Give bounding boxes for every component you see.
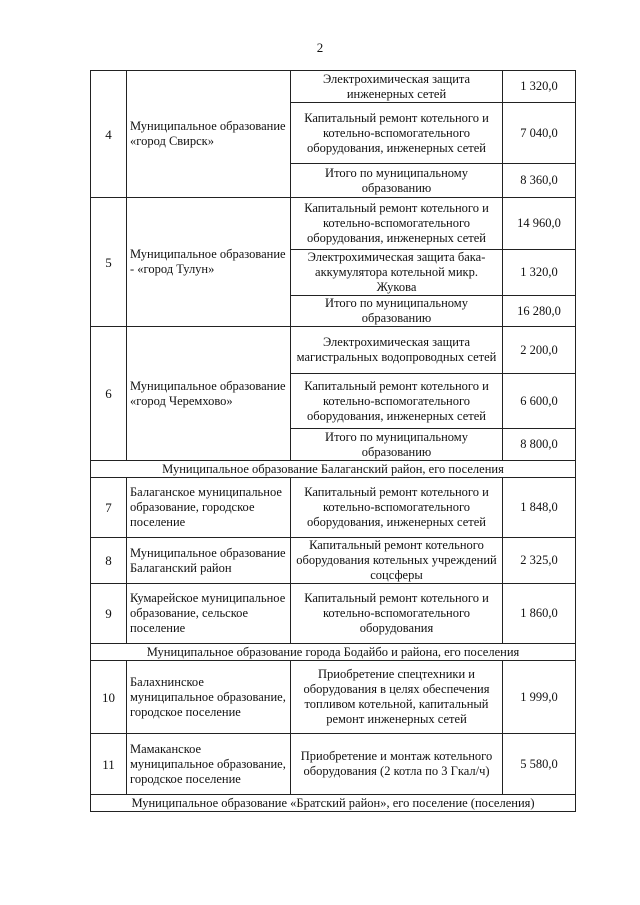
amount: 7 040,0 [503,103,576,164]
work-description: Итого по муниципальному образованию [291,429,503,461]
work-description: Электрохимическая защита инженерных сетей [291,71,503,103]
work-description: Капитальный ремонт котельного и котельно-вспомогательного оборудования, инженерных сетей [291,103,503,164]
section-row [91,795,576,812]
section-heading: Муниципальное образование города Бодайбо и района, его поселения [91,644,576,661]
organization-name: Мамаканское муниципальное образование, городское поселение [127,734,291,795]
amount: 1 860,0 [503,584,576,644]
table-row [91,584,576,644]
work-description: Итого по муниципальному образованию [291,296,503,327]
row-number: 5 [91,198,127,327]
work-description: Электрохимическая защита бака-аккумулятора котельной микр. Жукова [291,250,503,296]
work-description: Капитальный ремонт котельного и котельно-вспомогательного оборудования, инженерных сетей [291,198,503,250]
amount: 2 200,0 [503,327,576,374]
table-row [91,538,576,584]
funding-table [90,70,576,812]
amount: 16 280,0 [503,296,576,327]
work-description: Капитальный ремонт котельного оборудования котельных учреждений соцсферы [291,538,503,584]
table-row [91,327,576,374]
amount: 6 600,0 [503,374,576,429]
row-number: 9 [91,584,127,644]
work-description: Электрохимическая защита магистральных водопроводных сетей [291,327,503,374]
amount: 14 960,0 [503,198,576,250]
amount: 1 848,0 [503,478,576,538]
amount: 5 580,0 [503,734,576,795]
work-description: Приобретение спецтехники и оборудования в целях обеспечения топливом котельной, капитальный ремонт инженерных сетей [291,661,503,734]
section-row [91,644,576,661]
organization-name: Муниципальное образование «город Свирск» [127,71,291,198]
section-heading: Муниципальное образование Балаганский район, его поселения [91,461,576,478]
work-description: Капитальный ремонт котельного и котельно-вспомогательного оборудования, инженерных сетей [291,374,503,429]
table-row [91,71,576,103]
organization-name: Кумарейское муниципальное образование, сельское поселение [127,584,291,644]
amount: 8 360,0 [503,164,576,198]
row-number: 11 [91,734,127,795]
row-number: 8 [91,538,127,584]
section-row [91,461,576,478]
amount: 2 325,0 [503,538,576,584]
amount: 1 999,0 [503,661,576,734]
table-row [91,661,576,734]
organization-name: Балахнинское муниципальное образование, городское поселение [127,661,291,734]
organization-name: Муниципальное образование Балаганский район [127,538,291,584]
work-description: Капитальный ремонт котельного и котельно-вспомогательного оборудования [291,584,503,644]
section-heading: Муниципальное образование «Братский район», его поселение (поселения) [91,795,576,812]
table-row [91,478,576,538]
amount: 1 320,0 [503,71,576,103]
table-row [91,734,576,795]
work-description: Итого по муниципальному образованию [291,164,503,198]
row-number: 7 [91,478,127,538]
row-number: 6 [91,327,127,461]
amount: 1 320,0 [503,250,576,296]
work-description: Приобретение и монтаж котельного оборудования (2 котла по 3 Гкал/ч) [291,734,503,795]
organization-name: Муниципальное образование - «город Тулун» [127,198,291,327]
organization-name: Балаганское муниципальное образование, городское поселение [127,478,291,538]
work-description: Капитальный ремонт котельного и котельно-вспомогательного оборудования, инженерных сетей [291,478,503,538]
table-row [91,198,576,250]
organization-name: Муниципальное образование «город Черемхово» [127,327,291,461]
row-number: 4 [91,71,127,198]
amount: 8 800,0 [503,429,576,461]
row-number: 10 [91,661,127,734]
page-number: 2 [316,40,324,55]
